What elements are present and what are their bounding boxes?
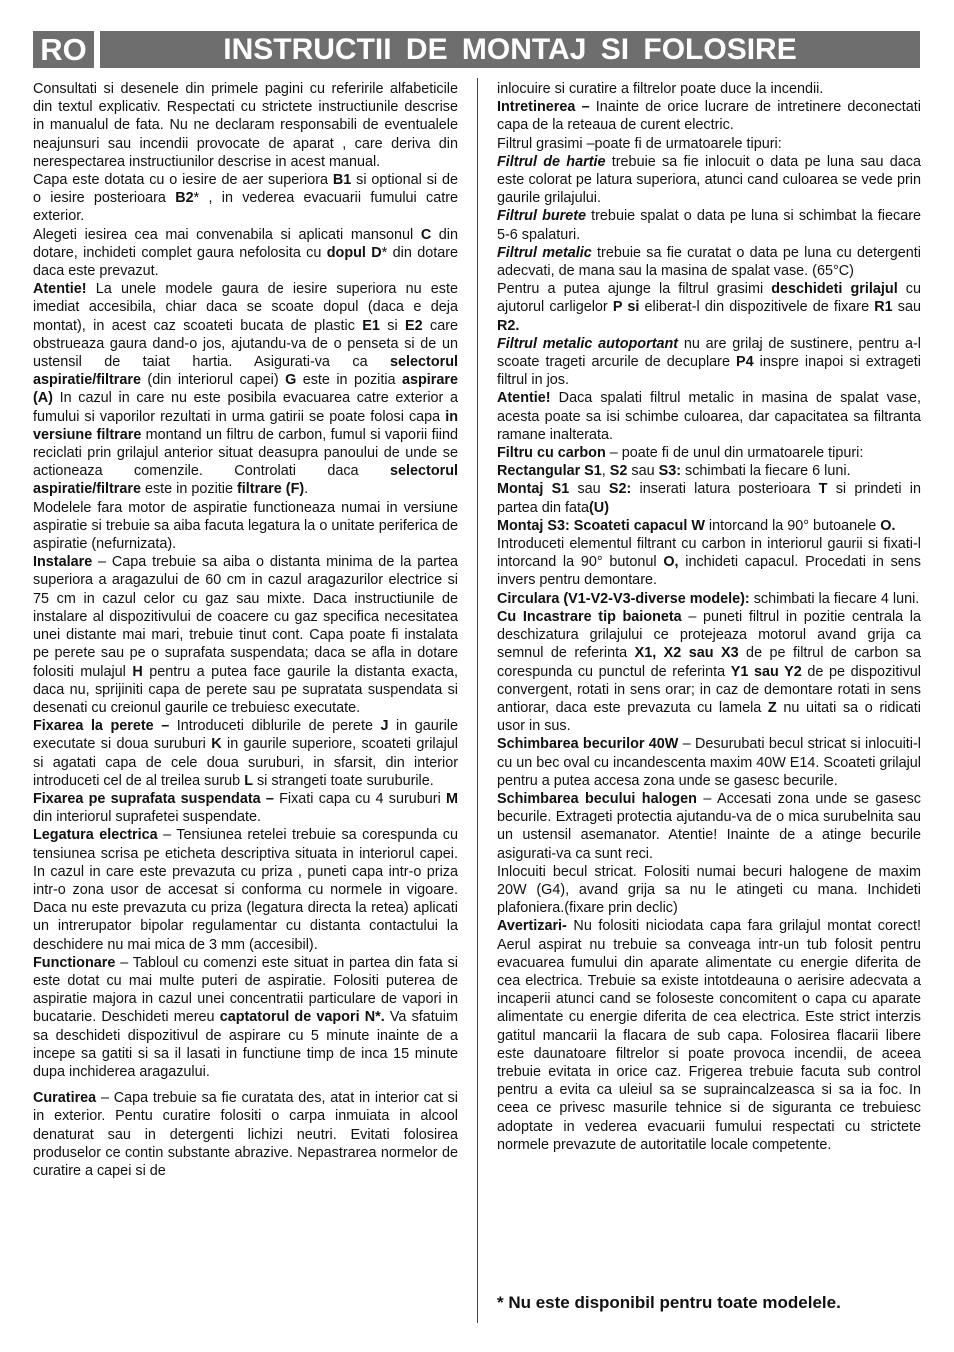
emphasis-text: Filtrul burete	[497, 208, 587, 225]
text-run: Consultati si desenele din primele pagini cu referirile alfabeticile din textul explicativ. Respectati cu strictete instructiunile descrise in manualul de fata. Nu ne declaram responsabili de eventualele neajunsuri sau incendii provocate de aparat , care deriva din nerespectarea instructiunilor descrise in acest manual.	[33, 81, 458, 170]
text-run: de pe filtrul de carbon sa corespunda cu punctul de referinta	[497, 645, 921, 680]
left-text-column	[33, 80, 458, 1180]
text-run: este in pozitia	[296, 372, 402, 389]
text-run: – Tensiunea retelei trebuie sa corespunda cu tensiunea scrisa pe eticheta descriptiva situata in interiorul capei. In cazul in care este prevazuta cu priza , puneti capa intr-o priza intr-o zona usor de accesat si conforma cu normele in vigoare. Daca nu este prevazuta cu priza (legatura directa la retea) aplicati un intrerupator bipolar regulamentar cu distanta contactului la deschidere nu mai mica de 3 mm (accesibil).	[33, 827, 458, 953]
emphasis-text: G	[285, 372, 297, 389]
text-run: (din interiorul capei)	[140, 372, 286, 389]
paragraph	[497, 462, 921, 480]
emphasis-text: Z	[767, 699, 777, 716]
emphasis-text: P4	[736, 354, 754, 371]
text-run: schimbati la fiecare 6 luni.	[681, 463, 851, 480]
emphasis-text: Intretinerea –	[497, 99, 590, 116]
footnote: * Nu este disponibil pentru toate modelele.	[497, 1293, 841, 1312]
emphasis-text: Atentie!	[497, 390, 551, 407]
paragraph	[33, 226, 458, 281]
emphasis-text: dopul D	[326, 244, 382, 261]
emphasis-text: Schimbarea becurilor 40W	[497, 736, 679, 753]
text-run: si	[379, 317, 406, 334]
page-header	[33, 31, 920, 68]
emphasis-text: Filtrul metalic autoportant	[497, 335, 679, 352]
text-run: inserati latura posterioara	[631, 481, 819, 498]
text-run: montand un filtru de carbon, fumul si vaporii fiind reciclati prin grilajul anterior situat deasupra panoului de unde se actioneaza comenzile. Controlati daca	[33, 426, 458, 480]
text-run: nu uitati sa o ridicati usor in sus.	[497, 699, 921, 735]
paragraph	[497, 244, 921, 280]
emphasis-text: E2	[405, 317, 423, 334]
emphasis-text: Filtru cu carbon	[497, 445, 606, 462]
text-run: Inainte de orice lucrare de intretinere deconectati capa de la reteaua de curent electric.	[497, 99, 921, 134]
emphasis-text: M	[446, 790, 458, 807]
text-run: schimbati la fiecare 4 luni.	[749, 590, 920, 607]
paragraph	[497, 863, 921, 918]
text-run: intorcand la 90° butoanele	[704, 517, 881, 534]
emphasis-text: Avertizari-	[497, 918, 567, 935]
emphasis-text: selectorul aspiratie/filtrare	[33, 354, 458, 389]
text-run: si strangeti toate suruburile.	[252, 772, 434, 789]
emphasis-text: filtrare (F)	[236, 481, 305, 498]
emphasis-text: Filtrul metalic	[497, 244, 592, 261]
emphasis-text: O,	[663, 554, 679, 571]
paragraph	[33, 1089, 458, 1180]
paragraph	[497, 480, 921, 516]
paragraph	[497, 98, 921, 134]
emphasis-text: L	[244, 772, 253, 789]
text-run: eliberat-l din dispozitivele de fixare	[639, 299, 875, 316]
emphasis-text: Y1 sau Y2	[730, 663, 802, 680]
text-run: – Capa trebuie sa fie curatata des, atat in interior cat si in exterior. Pentu curatire folositi o carpa inmuiata in alcool denaturat sau in detergenti lichizi neutri. Evitati folosirea produselor ce contin substante abrazive. Nepastrarea normelor de curatire a capei si de	[33, 1090, 458, 1179]
text-run: – Tabloul cu comenzi este situat in partea din fata si este dotat cu mai multe puteri de aspiratie. Folositi puterea de aspiratie majora in cazul unei concentratii particulare de vapori in bucatarie. Deschideti mereu	[33, 954, 458, 1026]
text-run: inchideti capacul. Procedati in sens invers pentru demontare.	[497, 554, 921, 589]
emphasis-text: C	[420, 226, 432, 243]
paragraph	[33, 717, 458, 790]
text-run: sau	[627, 463, 659, 480]
text-run: care obstrueaza gaura dand-o jos, ajutandu-va de o penseta si de un ustensil de taiat hartia. Asigurati-va ca	[33, 317, 458, 371]
emphasis-text: Functionare	[33, 954, 116, 971]
paragraph	[497, 444, 921, 462]
emphasis-text: Filtrul de hartie	[497, 153, 606, 170]
emphasis-text: deschideti grilajul	[771, 281, 898, 298]
emphasis-text: B1	[332, 172, 352, 189]
paragraph	[497, 207, 921, 243]
document-title: INSTRUCTII DE MONTAJ SI FOLOSIRE	[100, 31, 920, 68]
text-run: pentru a putea face gaurile la distanta exacta, daca nu, sprijiniti capa de perete sau pe supratata suspendata si desenati cu creionul gaurile ce trebuiesc executate.	[33, 663, 458, 716]
text-run: Introduceti elementul filtrant cu carbon in interiorul gaurii si fixati-l intorcand la 90° butonul	[497, 536, 921, 571]
emphasis-text: O.	[880, 517, 896, 534]
paragraph	[497, 80, 921, 98]
paragraph	[497, 608, 921, 735]
text-run: In cazul in care nu este posibila evacuarea catre exterior a fumului si vaporilor rezultati in urma gatirii se poate folosi capa	[33, 390, 458, 425]
text-run: in gaurile superiore, scoateti grilajul si agatati capa de cele doua suruburi, in sfarsit, din interior introduceti cel de al treilea surub	[33, 736, 458, 789]
text-run: sau	[569, 481, 609, 498]
text-run: – puneti filtrul in pozitie centrala la deschizatura grilajului ce protejeaza motorul avand grija ca semnul de referinta	[497, 608, 922, 662]
paragraph	[33, 171, 458, 226]
paragraph	[33, 954, 458, 1081]
paragraph	[497, 389, 921, 444]
text-run: ,	[601, 463, 610, 480]
text-run: Filtrul grasimi –poate fi de urmatoarele tipuri:	[497, 135, 782, 152]
paragraph	[497, 790, 921, 863]
column-divider	[477, 78, 478, 1323]
paragraph	[497, 280, 921, 335]
emphasis-text: Montaj S1	[497, 481, 570, 498]
emphasis-text: Instalare	[33, 554, 93, 571]
text-run: – Accesati zona unde se gasesc becurile. Extrageti protectia ajutandu-va de o mica surubelnita sau un ustensil asemanator. Atentie! Inainte de a atinge becurile asigurati-va ca sunt reci.	[497, 790, 922, 862]
text-run: din interiorul suprafetei suspendate.	[33, 809, 261, 826]
emphasis-text: H	[132, 663, 143, 680]
emphasis-text: Atentie!	[33, 281, 87, 298]
text-run: din dotare, inchideti complet gaura nefolosita cu	[33, 226, 459, 261]
right-text-column	[497, 80, 921, 1154]
text-run: de pe dispozitivul convergent, rotati in sens orar; in caz de demontare rotati in sens antiorar, daca este prevazuta cu lamela	[497, 663, 921, 716]
emphasis-text: Fixarea pe suprafata suspendata –	[33, 790, 274, 807]
paragraph	[33, 790, 458, 826]
emphasis-text: Fixarea la perete –	[33, 718, 170, 735]
paragraph	[497, 590, 921, 608]
emphasis-text: E1	[362, 317, 380, 334]
emphasis-text: Legatura electrica	[33, 827, 158, 844]
text-run: trebuie sa fie curatat o data pe luna cu detergenti adecvati, de mana sau la masina de spalat vase. (65°C)	[497, 244, 922, 280]
emphasis-text: S2	[609, 463, 628, 480]
emphasis-text: in versiune filtrare	[33, 408, 458, 443]
emphasis-text: selectorul aspiratie/filtrare	[33, 463, 458, 498]
text-run: inlocuire si curatire a filtrelor poate duce la incendii.	[497, 81, 824, 97]
paragraph	[497, 335, 921, 390]
emphasis-text: Cu Incastrare tip baioneta	[497, 608, 682, 625]
text-run: .	[304, 481, 309, 498]
text-run: Va sfatuim sa deschideti dispozitivul de aspirare cu 5 minute inainte de a incepe sa gatiti si sa il lasati in functiune timp de inca 15 minute dupa inchiderea aragazului.	[33, 1009, 458, 1080]
emphasis-text: S2:	[608, 481, 632, 498]
paragraph	[33, 826, 458, 953]
text-run: Daca spalati filtrul metalic in masina de spalat vase, acesta poate sa isi schimbe culoarea, dar capacitatea sa filtranta ramane inalterata.	[497, 390, 921, 443]
emphasis-text: (U)	[589, 499, 609, 516]
text-run: trebuie spalat o data pe luna si schimbat la fiecare 5-6 spalaturi.	[497, 208, 921, 243]
emphasis-text: Schimbarea becului halogen	[497, 790, 697, 807]
text-run: si optional si de o iesire posterioara	[33, 172, 458, 207]
text-run: sau	[892, 299, 922, 316]
text-run: Alegeti iesirea cea mai convenabila si aplicati mansonul	[33, 226, 421, 243]
paragraph	[497, 735, 921, 790]
emphasis-text: Circulara (V1-V2-V3-diverse modele):	[497, 590, 750, 607]
paragraph-gap	[33, 1081, 458, 1089]
paragraph	[497, 135, 921, 153]
text-run: nu are grilaj de sustinere, pentru a-l scoate trageti arcurile de decuplare	[497, 335, 921, 371]
text-run: Nu folositi niciodata capa fara grilajul montat corect! Aerul aspirat nu trebuie sa conveaga intr-un tub folosit pentru evacuarea fumului din aparate alimentate cu energie diferita de cea electrica. Trebuie sa existe intotdeauna o aerisire adecvata a incaperii atunci cand se foloseste concomitent o capa cu aparate alimentate cu energie diferita de cea electrica. Este strict interzis gatitul mancarii la flacara de sub capa. Folosirea flacarii libere este daunatoare filtrelor si poate provoca incendii, de aceea trebuie evitata in orice caz. Frigerea trebuie facuta sub control pentru a evita ca uleiul sa se supraincalzeasca si sa ia foc. In ceea ce privesc masurile tehnice si de siguranta ce trebuiesc adoptate in vederea evacuarii fumului respectati cu strictete normele prevazute de autoritatile locale competente.	[497, 918, 921, 1153]
emphasis-text: P si	[612, 299, 640, 316]
text-run: – Capa trebuie sa aiba o distanta minima de la partea superiora a aragazului de 60 cm in cazul aragazurilor electrice si 75 cm in cazul celor cu gaz sau mixte. Daca instructiunile de instalare al dispozitivului de coacere cu gaz specifica necesitatea unei distante mai mari, trebuie tinut cont. Capa poate fi instalata pe perete sau pe o suprafata suspendata; daca se afla in dotare folositi mulajul	[33, 554, 458, 680]
text-run: in gaurile executate si doua suruburi	[33, 718, 458, 753]
emphasis-text: B2	[175, 190, 194, 207]
emphasis-text: X1, X2 sau X3	[634, 645, 739, 662]
paragraph	[497, 153, 921, 208]
text-run: Fixati capa cu 4 suruburi	[273, 790, 446, 807]
text-run: * , in vederea evacuarii fumului catre exterior.	[33, 190, 458, 225]
text-run: * din dotare daca este prevazut.	[33, 244, 458, 280]
text-run: La unele modele gaura de iesire superiora nu este imediat accesibila, chiar daca se scoate dopul (daca e deja montat), in acest caz scoateti bucata de plastic	[33, 281, 458, 334]
emphasis-text: R2.	[497, 317, 520, 334]
text-run: – Desurubati becul stricat si inlocuiti-l cu un bec oval cu incandescenta maxim 40W E14. Scoateti grilajul pentru a putea accesa zona unde se gasesc becurile.	[497, 736, 921, 789]
text-run: Inlocuiti becul stricat. Folositi numai becuri halogene de maxim 20W (G4), avand grija sa nu le atingeti cu mana. Inchideti plafoniera.(fixare prin declic)	[497, 863, 921, 917]
text-run: – poate fi de unul din urmatoarele tipuri:	[605, 445, 864, 462]
paragraph	[497, 917, 921, 1154]
emphasis-text: Rectangular S1	[497, 463, 602, 480]
text-run: inspre inapoi si extrageti filtrul in jos.	[497, 354, 921, 389]
text-run: Pentru a putea ajunge la filtrul grasimi	[497, 281, 772, 298]
text-run: cu ajutorul carligelor	[497, 281, 921, 316]
emphasis-text: R1	[874, 299, 893, 316]
text-run: Modelele fara motor de aspiratie functioneaza numai in versiune aspiratie si trebuie sa aiba facuta legatura la o unitate periferica de aspiratie (nefurnizata).	[33, 499, 458, 553]
emphasis-text: Montaj S3: Scoateti capacul W	[497, 517, 705, 534]
paragraph	[497, 517, 921, 535]
language-code-box: RO	[33, 31, 94, 68]
emphasis-text: Curatirea	[33, 1090, 97, 1107]
paragraph	[33, 553, 458, 717]
paragraph	[33, 80, 458, 171]
emphasis-text: aspirare (A)	[33, 372, 458, 407]
text-run: si prindeti in partea din fata	[497, 481, 921, 516]
text-run: trebuie sa fie inlocuit o data pe luna sau daca este colorat pe latura superiora, atunci cand culoarea se vede prin gaurile grilajului.	[497, 153, 922, 207]
text-run: este in pozitie	[140, 481, 237, 498]
emphasis-text: J	[380, 718, 389, 735]
emphasis-text: K	[211, 736, 222, 753]
paragraph	[33, 280, 458, 498]
paragraph	[497, 535, 921, 590]
paragraph	[33, 499, 458, 554]
emphasis-text: S3:	[658, 463, 681, 480]
text-run: Capa este dotata cu o iesire de aer superiora	[33, 172, 333, 189]
emphasis-text: T	[818, 481, 828, 498]
text-run: Introduceti diblurile de perete	[169, 718, 381, 735]
emphasis-text: captatorul de vapori N*.	[219, 1009, 385, 1026]
